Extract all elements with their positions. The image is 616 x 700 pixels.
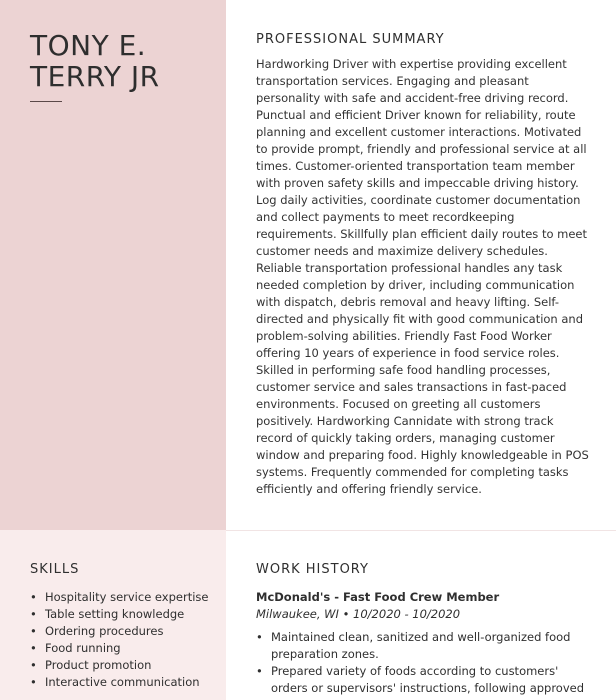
skills-heading: SKILLS [30, 562, 80, 577]
job-meta [256, 606, 591, 623]
skill-item [30, 589, 220, 606]
skill-item [30, 674, 220, 691]
bullet-icon: • [256, 630, 263, 644]
bullet-icon: • [30, 675, 37, 689]
bullet-icon: • [30, 590, 37, 604]
bullet-icon: • [30, 624, 37, 638]
summary-heading: PROFESSIONAL SUMMARY [256, 32, 445, 47]
candidate-name [30, 30, 220, 92]
job-entry [256, 589, 591, 697]
bullet-icon: • [30, 658, 37, 672]
skill-item [30, 640, 220, 657]
section-divider [226, 530, 616, 531]
skill-label: Product promotion [45, 658, 152, 672]
bullet-icon: • [256, 664, 263, 678]
skills-list [30, 589, 220, 691]
job-duty-text: Prepared variety of foods according to customers' orders or supervisors' instructions, following approved [271, 664, 585, 695]
skill-label: Hospitality service expertise [45, 590, 209, 604]
name-line-1: TONY E. [30, 29, 147, 62]
job-duties-list [256, 629, 591, 697]
skill-item [30, 657, 220, 674]
job-duty-text: Maintained clean, sanitized and well-organized food preparation zones. [271, 630, 571, 661]
skill-label: Interactive communication [45, 675, 200, 689]
skill-label: Food running [45, 641, 121, 655]
job-duty-item [256, 663, 591, 697]
meta-separator: • [342, 607, 350, 621]
job-title: McDonald's - Fast Food Crew Member [256, 590, 500, 604]
skill-item [30, 606, 220, 623]
name-line-2: TERRY JR [30, 60, 160, 93]
bullet-icon: • [30, 641, 37, 655]
job-location: Milwaukee, WI [256, 607, 339, 621]
name-underline [30, 101, 62, 102]
job-duty-item [256, 629, 591, 663]
skill-item [30, 623, 220, 640]
bullet-icon: • [30, 607, 37, 621]
job-dates: 10/2020 - 10/2020 [353, 607, 461, 621]
skill-label: Table setting knowledge [45, 607, 185, 621]
summary-text: Hardworking Driver with expertise providing excellent transportation services. Engaging and pleasant personality with safe and accident-free driving record. Punctual and efficient Driver known for reliability, route planning and excellent customer interactions. Motivated to provide prompt, friendly and professional service at all times. Customer-oriented transportation team member with proven safety skills and impeccable driving history. Log daily activities, coordinate customer documentation and collect payments to meet recordkeeping requirements. Skillfully plan efficient daily routes to meet customer needs and maximize delivery schedules. Reliable transportation professional handles any task needed completion by driver, including communication with dispatch, debris removal and heavy lifting. Self-directed and physically fit with good communication and problem-solving abilities. Friendly Fast Food Worker offering 10 years of experience in food service roles. Skilled in performing safe food handling processes, customer service and sales transactions in fast-paced environments. Focused on greeting all customers positively. Hardworking Cannidate with strong track record of quickly taking orders, managing customer window and preparing food. Highly knowledgeable in POS systems. Frequently commended for completing tasks efficiently and offering friendly service. [256, 57, 589, 496]
work-history-heading: WORK HISTORY [256, 562, 369, 577]
skill-label: Ordering procedures [45, 624, 164, 638]
